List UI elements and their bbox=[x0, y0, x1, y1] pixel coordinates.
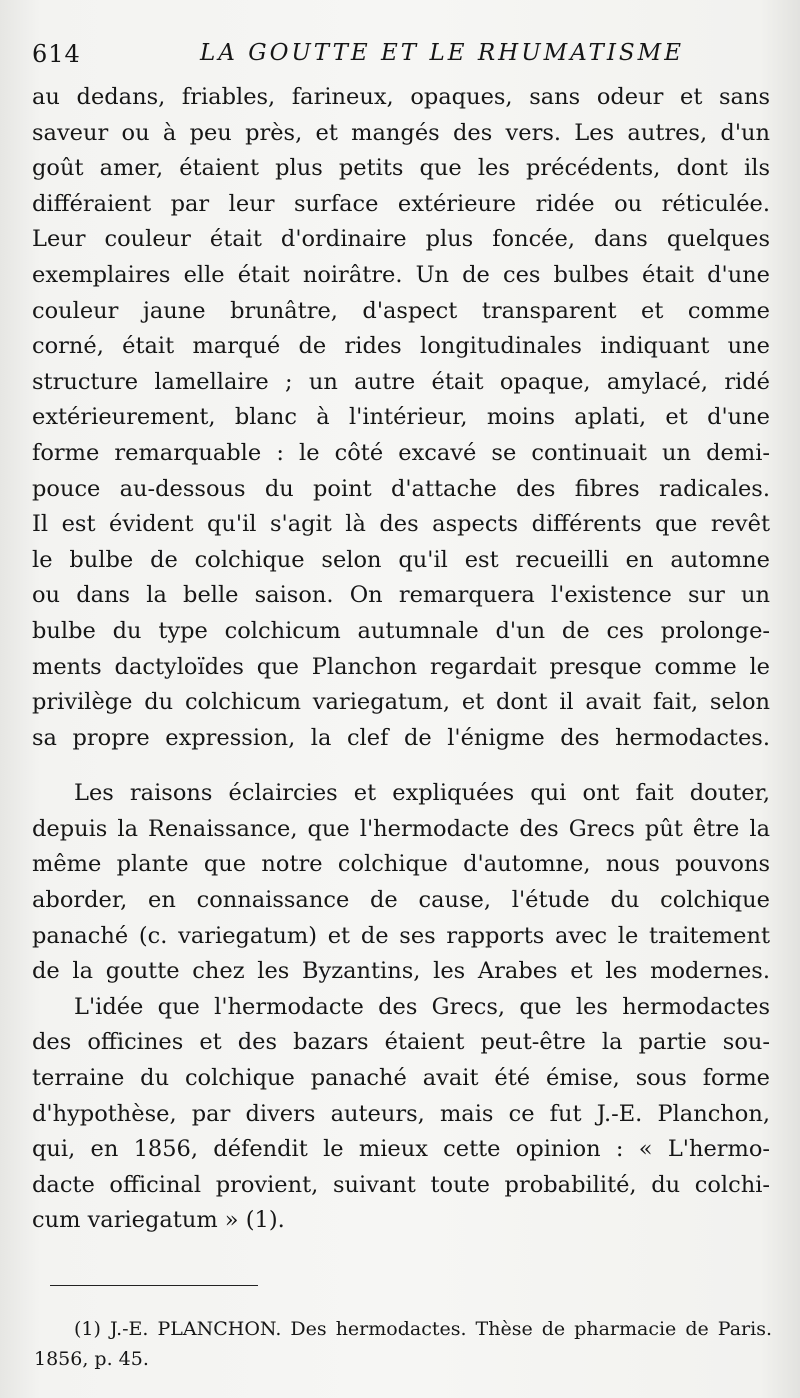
text-line: même plante que notre colchique d'automne, nous pouvons bbox=[32, 851, 770, 878]
text-line: terraine du colchique panaché avait été émise, sous forme bbox=[32, 1065, 770, 1092]
text-line: sa propre expression, la clef de l'énigme des hermodactes. bbox=[32, 724, 770, 751]
text-line: ou dans la belle saison. On remarquera l'existence sur un bbox=[32, 582, 770, 609]
text-line: structure lamellaire ; un autre était opaque, amylacé, ridé bbox=[32, 368, 770, 395]
footnote-line: 1856, p. 45. bbox=[34, 1348, 149, 1370]
text-line: corné, était marqué de rides longitudinales indiquant une bbox=[32, 333, 770, 360]
text-line: forme remarquable : le côté excavé se continuait un demi- bbox=[32, 439, 770, 466]
paragraph-gap bbox=[32, 756, 770, 776]
footnote bbox=[34, 1314, 772, 1374]
text-line: d'hypothèse, par divers auteurs, mais ce fut J.-E. Planchon, bbox=[32, 1100, 770, 1127]
running-title: LA GOUTTE ET LE RHUMATISME bbox=[200, 40, 685, 66]
text-line: exemplaires elle était noirâtre. Un de ces bulbes était d'une bbox=[32, 261, 770, 288]
text-line: couleur jaune brunâtre, d'aspect transparent et comme bbox=[32, 297, 770, 324]
text-line: goût amer, étaient plus petits que les précédents, dont ils bbox=[32, 155, 770, 182]
paragraph bbox=[32, 990, 770, 1239]
text-line: des officines et des bazars étaient peut-être la partie sou- bbox=[32, 1029, 770, 1056]
text-line: privilège du colchicum variegatum, et dont il avait fait, selon bbox=[32, 689, 770, 716]
text-line: extérieurement, blanc à l'intérieur, moins aplati, et d'une bbox=[32, 404, 770, 431]
text-line: pouce au-dessous du point d'attache des fibres radicales. bbox=[32, 475, 770, 502]
body-text bbox=[32, 80, 770, 1239]
text-line: qui, en 1856, défendit le mieux cette opinion : « L'hermo- bbox=[32, 1136, 770, 1163]
text-line: bulbe du type colchicum autumnale d'un de ces prolonge- bbox=[32, 617, 770, 644]
text-line: panaché (c. variegatum) et de ses rapports avec le traitement bbox=[32, 922, 770, 949]
text-line: le bulbe de colchique selon qu'il est recueilli en automne bbox=[32, 546, 770, 573]
footnote-line: (1) J.-E. PLANCHON. Des hermodactes. Thèse de pharmacie de Paris. bbox=[74, 1318, 772, 1340]
text-line: dacte officinal provient, suivant toute probabilité, du colchi- bbox=[32, 1171, 770, 1198]
text-line: ments dactyloïdes que Planchon regardait presque comme le bbox=[32, 653, 770, 680]
text-line: saveur ou à peu près, et mangés des vers. Les autres, d'un bbox=[32, 119, 770, 146]
text-line: aborder, en connaissance de cause, l'étude du colchique bbox=[32, 887, 770, 914]
text-line: différaient par leur surface extérieure ridée ou réticulée. bbox=[32, 190, 770, 217]
text-line: cum variegatum » (1). bbox=[32, 1207, 285, 1234]
page-number: 614 bbox=[32, 40, 81, 68]
paragraph bbox=[32, 776, 770, 990]
text-line: depuis la Renaissance, que l'hermodacte des Grecs pût être la bbox=[32, 815, 770, 842]
footnote-divider bbox=[50, 1285, 258, 1286]
text-line: L'idée que l'hermodacte des Grecs, que les hermodactes bbox=[74, 993, 770, 1020]
text-line: de la goutte chez les Byzantins, les Arabes et les modernes. bbox=[32, 958, 770, 985]
text-line: Il est évident qu'il s'agit là des aspects différents que revêt bbox=[32, 511, 770, 538]
text-line: Leur couleur était d'ordinaire plus foncée, dans quelques bbox=[32, 226, 770, 253]
text-line: au dedans, friables, farineux, opaques, sans odeur et sans bbox=[32, 84, 770, 110]
text-line: Les raisons éclaircies et expliquées qui ont fait douter, bbox=[74, 780, 770, 807]
paragraph bbox=[32, 80, 770, 756]
page-header bbox=[32, 38, 772, 72]
